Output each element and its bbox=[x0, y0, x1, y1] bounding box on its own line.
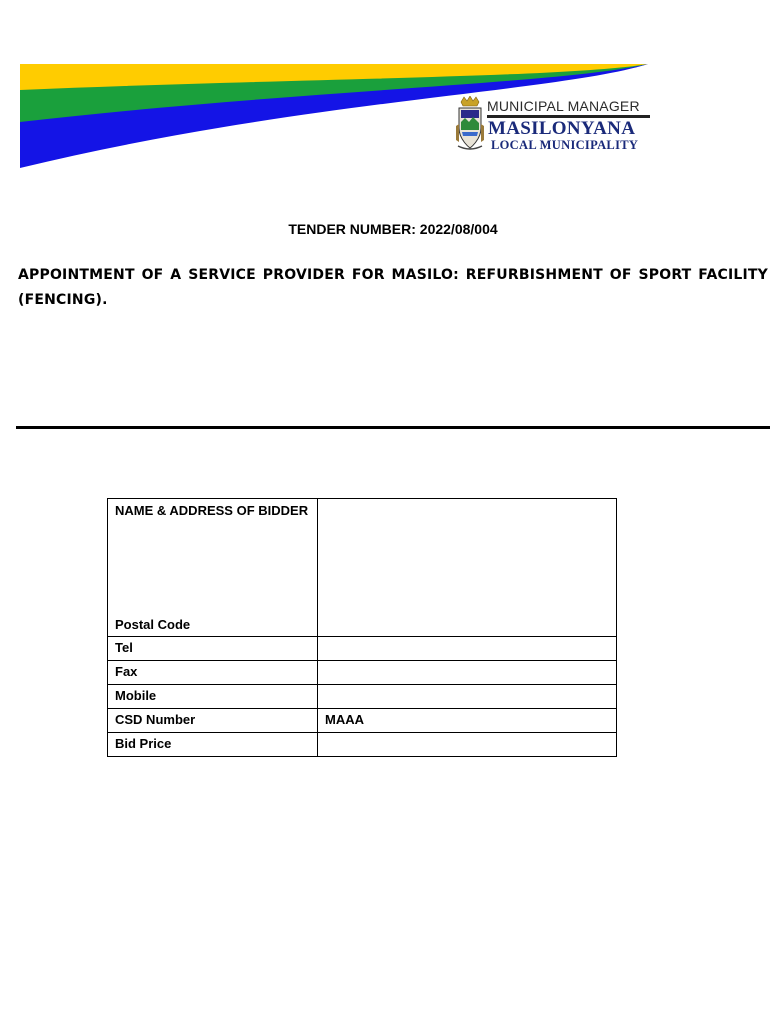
name-address-label: NAME & ADDRESS OF BIDDER bbox=[115, 503, 309, 518]
table-row-name-address bbox=[108, 499, 617, 637]
name-address-input[interactable] bbox=[318, 499, 617, 637]
table-row bbox=[108, 685, 617, 709]
logo-title: MUNICIPAL MANAGER bbox=[487, 98, 640, 114]
municipal-crest-icon bbox=[455, 96, 485, 152]
mobile-input[interactable] bbox=[318, 685, 617, 709]
fax-input[interactable] bbox=[318, 661, 617, 685]
bid-price-input[interactable] bbox=[318, 733, 617, 757]
csd-number-input[interactable]: MAAA bbox=[318, 709, 617, 733]
table-row bbox=[108, 637, 617, 661]
bid-price-label: Bid Price bbox=[108, 733, 318, 757]
table-row bbox=[108, 733, 617, 757]
tel-label: Tel bbox=[108, 637, 318, 661]
name-address-label-cell bbox=[108, 499, 318, 637]
tender-number: TENDER NUMBER: 2022/08/004 bbox=[288, 221, 498, 237]
document-title: APPOINTMENT OF A SERVICE PROVIDER FOR MASILO: REFURBISHMENT OF SPORT FACILITY (FENCING). bbox=[18, 267, 768, 308]
csd-number-label: CSD Number bbox=[108, 709, 318, 733]
table-row bbox=[108, 709, 617, 733]
logo-subtitle: LOCAL MUNICIPALITY bbox=[491, 138, 639, 152]
horizontal-divider bbox=[16, 426, 770, 429]
bidder-details-table bbox=[107, 498, 617, 757]
table-row bbox=[108, 661, 617, 685]
fax-label: Fax bbox=[108, 661, 318, 685]
logo-municipality-name: MASILONYANA bbox=[488, 118, 636, 139]
tel-input[interactable] bbox=[318, 637, 617, 661]
postal-code-label: Postal Code bbox=[115, 617, 191, 632]
mobile-label: Mobile bbox=[108, 685, 318, 709]
municipal-logo bbox=[455, 96, 655, 156]
